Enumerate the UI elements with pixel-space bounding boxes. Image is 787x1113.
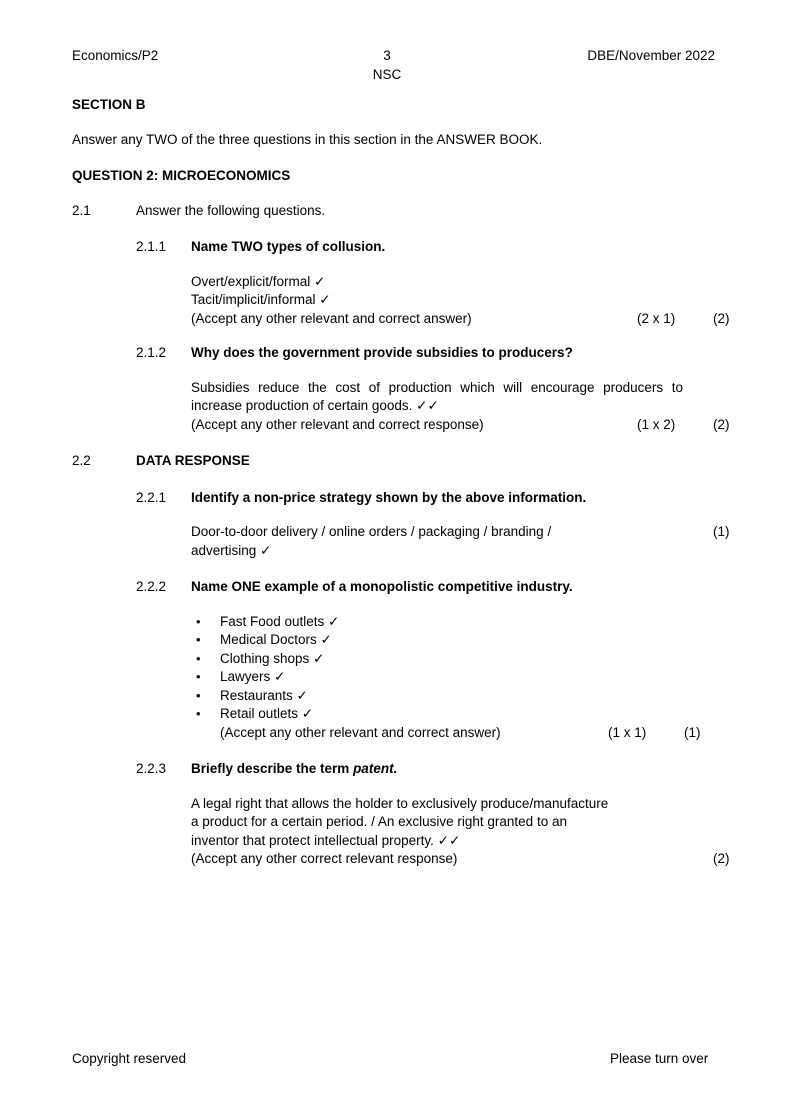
accept-note: (Accept any other relevant and correct answer) <box>191 310 472 326</box>
accept-note: (Accept any other relevant and correct response) <box>191 416 484 432</box>
spacer <box>72 597 715 613</box>
answer-accept-line <box>191 310 730 329</box>
accept-note: (Accept any other correct relevant response) <box>191 851 458 866</box>
question-number-2-1-1: 2.1.1 <box>136 239 167 254</box>
question-number-2-1-2: 2.1.2 <box>136 345 167 360</box>
question-2-1-1-prompt: Name TWO types of collusion. <box>191 239 386 254</box>
question-2-2-2-prompt: Name ONE example of a monopolistic competitive industry. <box>191 579 573 594</box>
mark-calculation-2-2-2: (1 x 1) <box>608 724 647 740</box>
spacer <box>72 149 715 167</box>
question-2-1-2 <box>136 344 715 363</box>
answer-2-2-3 <box>136 795 730 869</box>
question-heading: QUESTION 2: MICROECONOMICS <box>72 168 291 183</box>
answer-accept-line <box>191 724 715 743</box>
answer-2-2-2-body <box>191 613 715 743</box>
answer-paragraph: Subsidies reduce the cost of production which will encourage producers to increase production of certain goods. ✓✓ <box>191 379 683 413</box>
page-number: 3 <box>383 48 391 63</box>
question-2-2-heading: DATA RESPONSE <box>136 453 250 468</box>
header-paper-code: Economics/P2 <box>72 48 159 63</box>
answer-line: Overt/explicit/formal ✓ <box>191 273 326 289</box>
question-2-2-2 <box>136 578 715 597</box>
spacer <box>72 434 715 452</box>
answer-line: Tacit/implicit/informal ✓ <box>191 292 331 307</box>
mark-total-2-2-3: (2) <box>713 851 730 866</box>
list-item: • Clothing shops ✓ <box>191 650 715 669</box>
question-2-1 <box>72 202 715 221</box>
spacer <box>72 471 715 489</box>
question-number-2-2: 2.2 <box>72 453 91 468</box>
section-heading: SECTION B <box>72 97 146 112</box>
prompt-term: patent. <box>353 761 398 776</box>
mark-total-2-2-2: (1) <box>684 724 701 740</box>
answer-2-1-1 <box>136 273 730 329</box>
header-subtitle: NSC <box>372 66 402 82</box>
spacer <box>72 186 715 202</box>
question-2-1-2-prompt: Why does the government provide subsidies to producers? <box>191 345 573 360</box>
spacer <box>72 779 715 795</box>
spacer <box>72 328 715 344</box>
footer-copyright: Copyright reserved <box>72 1051 187 1066</box>
answer-accept-line <box>191 416 730 435</box>
spacer <box>72 363 715 379</box>
mark-calculation-2-1-2: (1 x 2) <box>637 416 676 432</box>
mark-calculation-2-1-1: (2 x 1) <box>637 310 676 326</box>
spacer <box>72 507 715 523</box>
answer-2-1-2-body <box>191 379 730 435</box>
answer-line: inventor that protect intellectual property. ✓✓ <box>191 832 461 848</box>
spacer <box>72 257 715 273</box>
answer-2-1-1-body <box>191 273 730 329</box>
footer-turn-over: Please turn over <box>610 1051 709 1066</box>
answer-2-1-2 <box>136 379 730 435</box>
section-instruction: Answer any TWO of the three questions in this section in the ANSWER BOOK. <box>72 131 543 147</box>
answer-text: Door-to-door delivery / online orders / packaging / branding / <box>191 524 552 539</box>
list-item: • Retail outlets ✓ <box>191 705 715 724</box>
question-2-1-1 <box>136 238 715 257</box>
question-2-2-1-prompt: Identify a non-price strategy shown by the above information. <box>191 489 587 505</box>
question-number-2-2-1: 2.2.1 <box>136 489 167 505</box>
question-number-2-1: 2.1 <box>72 202 91 218</box>
prompt-lead: Briefly describe the term <box>191 761 354 776</box>
spacer <box>72 220 715 238</box>
question-2-2 <box>72 452 715 471</box>
answer-2-2-3-body <box>191 795 730 869</box>
question-2-2-1 <box>136 489 715 508</box>
answer-line: a product for a certain period. / An exclusive right granted to an <box>191 814 567 829</box>
question-2-2-3 <box>136 760 715 779</box>
accept-note: (Accept any other relevant and correct answer) <box>220 724 501 740</box>
answer-2-2-1 <box>136 523 730 560</box>
spacer <box>72 115 715 131</box>
answer-line: A legal right that allows the holder to exclusively produce/manufacture <box>191 795 609 811</box>
page-footer <box>72 1050 715 1070</box>
answer-2-2-2 <box>136 613 715 743</box>
question-2-1-text: Answer the following questions. <box>136 202 326 218</box>
answer-line <box>191 523 730 542</box>
spacer <box>72 742 715 760</box>
list-item: • Fast Food outlets ✓ <box>191 613 715 632</box>
header-exam-session: DBE/November 2022 <box>587 48 715 63</box>
spacer <box>72 560 715 578</box>
list-item: • Lawyers ✓ <box>191 668 715 687</box>
answer-accept-line <box>191 850 730 869</box>
list-item: • Restaurants ✓ <box>191 687 715 706</box>
page-header <box>72 47 715 87</box>
answer-line: advertising ✓ <box>191 542 272 558</box>
question-number-2-2-3: 2.2.3 <box>136 761 167 776</box>
mark-total-2-2-1: (1) <box>713 524 730 539</box>
answer-2-2-1-body <box>191 523 730 560</box>
question-number-2-2-2: 2.2.2 <box>136 579 167 594</box>
mark-total-2-1-2: (2) <box>713 416 730 432</box>
answer-bullet-list <box>191 613 715 724</box>
document-body <box>72 96 730 869</box>
list-item: • Medical Doctors ✓ <box>191 631 715 650</box>
mark-total-2-1-1: (2) <box>713 310 730 326</box>
question-2-2-3-prompt <box>191 761 397 776</box>
